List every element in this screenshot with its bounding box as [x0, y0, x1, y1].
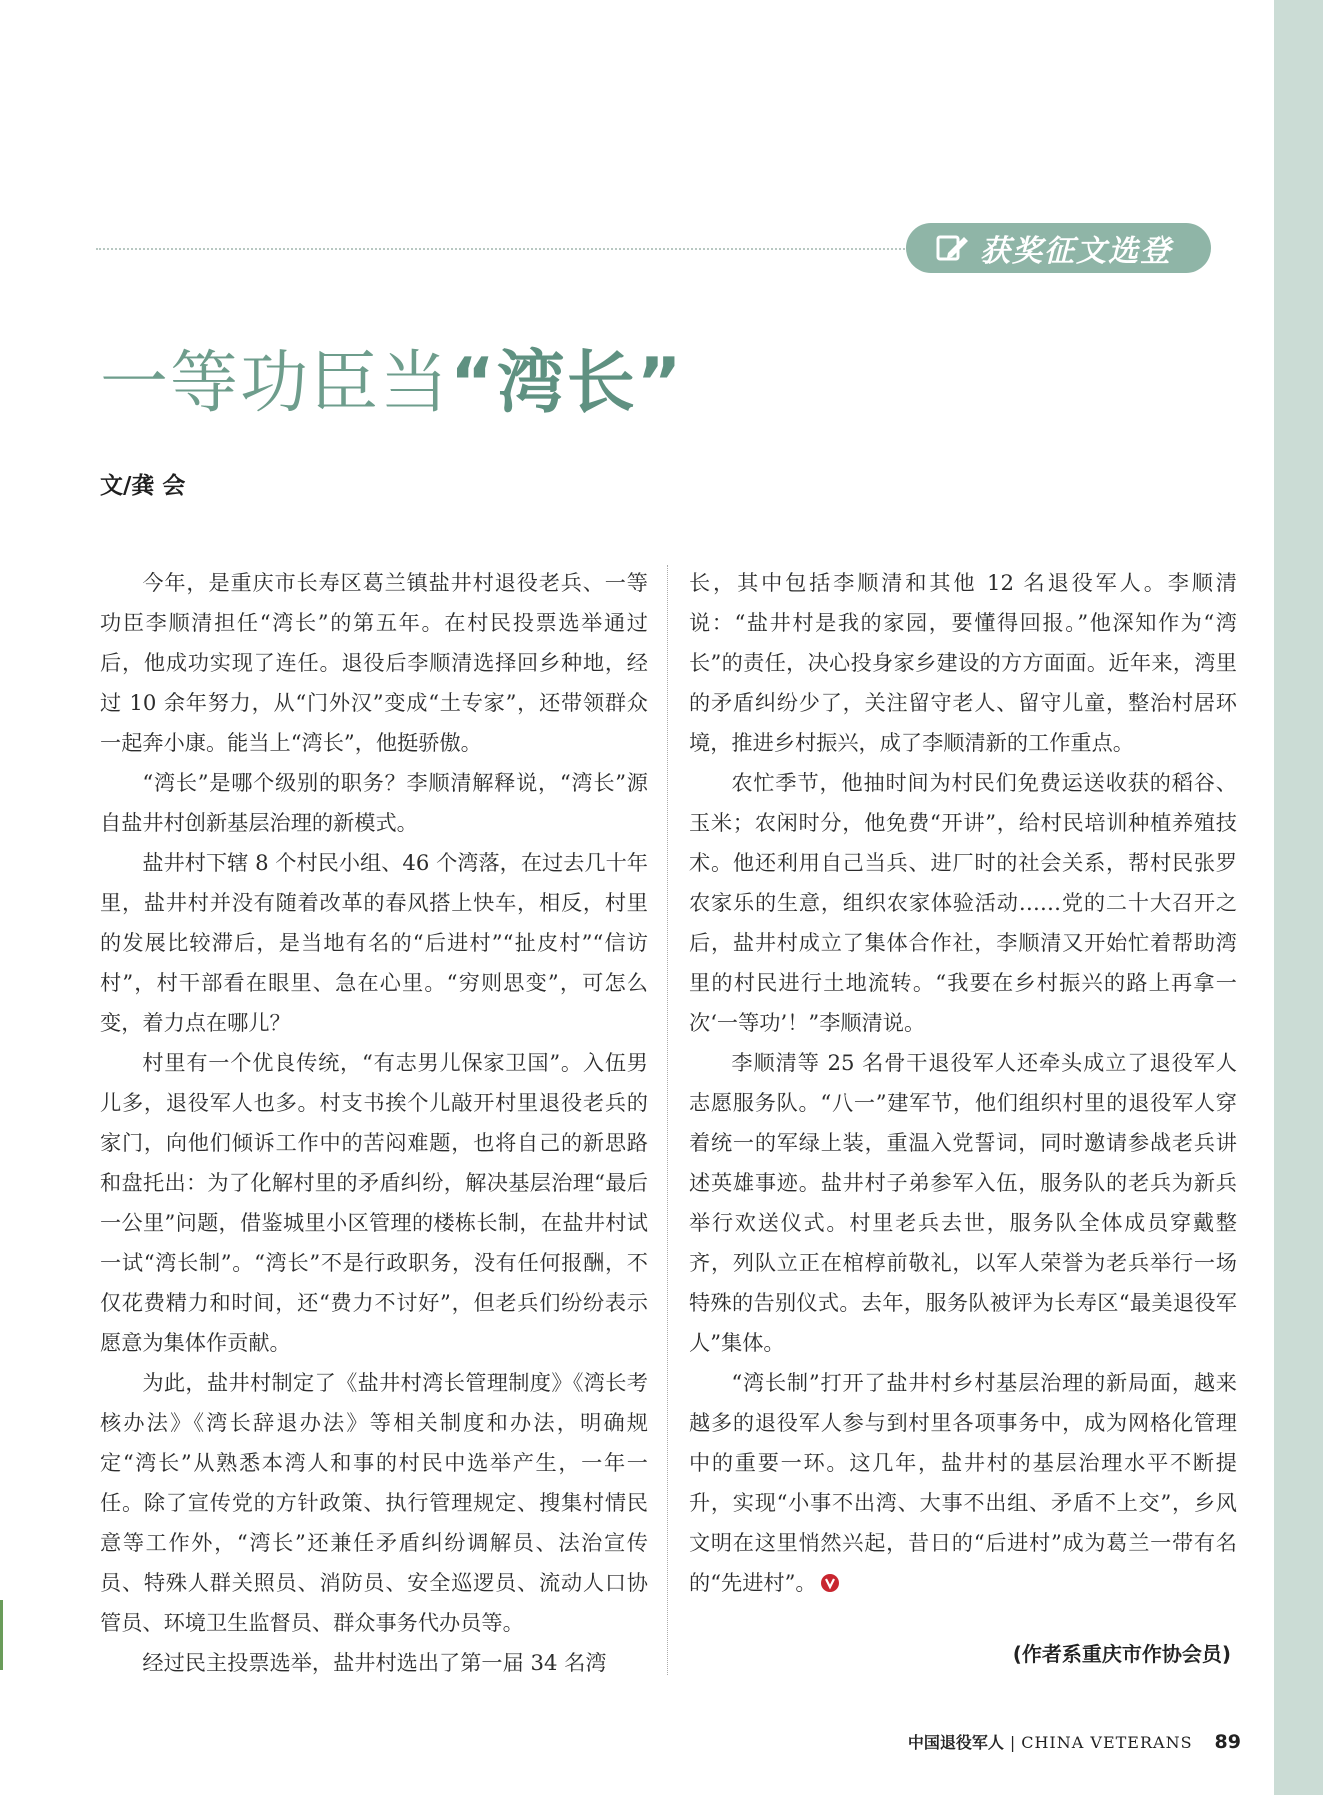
article-paragraph: 农忙季节，他抽时间为村民们免费运送收获的稻谷、玉米；农闲时分，他免费“开讲”，给村民培训种植养殖技术。他还利用自己当兵、进厂时的社会关系，帮村民张罗农家乐的生意，组织农家体验活动……党的二十大召开之后，盐井村成立了集体合作社，李顺清又开始忙着帮助湾里的村民进行土地流转。“我要在乡村振兴的路上再拿一次‘一等功’！”李顺清说。 — [689, 770, 1237, 1035]
footer-separator: | — [1009, 1733, 1016, 1752]
article-paragraph: 为此，盐井村制定了《盐井村湾长管理制度》《湾长考核办法》《湾长辞退办法》等相关制度和办法，明确规定“湾长”从熟悉本湾人和事的村民中选举产生，一年一任。除了宣传党的方针政策、执行管理规定、搜集村情民意等工作外，“湾长”还兼任矛盾纠纷调解员、法治宣传员、特殊人群关照员、消防员、安全巡逻员、流动人口协管员、环境卫生监督员、群众事务代办员等。 — [100, 1370, 648, 1635]
article-paragraph: “湾长制”打开了盐井村乡村基层治理的新局面，越来越多的退役军人参与到村里各项事务中，成为网格化管理中的重要一环。这几年，盐井村的基层治理水平不断提升，实现“小事不出湾、大事不出组、矛盾不上交”，乡风文明在这里悄然兴起，昔日的“后进村”成为葛兰一带有名的“先进村”。 — [689, 1370, 1237, 1595]
pencil-note-icon — [936, 233, 970, 263]
article-paragraph: 长，其中包括李顺清和其他 12 名退役军人。李顺清说：“盐井村是我的家园，要懂得回报。”他深知作为“湾长”的责任，决心投身家乡建设的方方面面。近年来，湾里的矛盾纠纷少了，关注留守老人、留守儿童，整治村居环境，推进乡村振兴，成了李顺清新的工作重点。 — [689, 570, 1237, 755]
section-badge-label: 获奖征文选登 — [980, 234, 1172, 269]
header-dotted-rule — [96, 248, 916, 250]
article-paragraph: 今年，是重庆市长寿区葛兰镇盐井村退役老兵、一等功臣李顺清担任“湾长”的第五年。在村民投票选举通过后，他成功实现了连任。退役后李顺清选择回乡种地，经过 10 余年努力，从“门外汉”变成“土专家”，还带领群众一起奔小康。能当上“湾长”，他挺骄傲。 — [100, 570, 648, 755]
page-edge-mark — [0, 1600, 3, 1670]
v-end-mark-icon — [821, 1574, 839, 1592]
footer-magazine-en: CHINA VETERANS — [1021, 1733, 1193, 1752]
footer-magazine-cn: 中国退役军人 — [907, 1733, 1004, 1752]
article-paragraph: 村里有一个优良传统，“有志男儿保家卫国”。入伍男儿多，退役军人也多。村支书挨个儿敲开村里退役老兵的家门，向他们倾诉工作中的苦闷难题，也将自己的新思路和盘托出：为了化解村里的矛盾纠纷，解决基层治理“最后一公里”问题，借鉴城里小区管理的楼栋长制，在盐井村试一试“湾长制”。“湾长”不是行政职务，没有任何报酬，不仅花费精力和时间，还“费力不讨好”，但老兵们纷纷表示愿意为集体作贡献。 — [100, 1050, 648, 1355]
author-note: (作者系重庆市作协会员) — [1012, 1642, 1231, 1666]
article-title — [100, 344, 684, 423]
article-title-quoted: “湾长” — [450, 344, 684, 423]
article-paragraph: “湾长”是哪个级别的职务？李顺清解释说，“湾长”源自盐井村创新基层治理的新模式。 — [100, 770, 648, 835]
section-badge — [906, 223, 1211, 273]
column-divider — [667, 565, 668, 1675]
page-side-band — [1274, 0, 1323, 1795]
page-number: 89 — [1214, 1731, 1241, 1753]
page-footer — [908, 1730, 1241, 1753]
article-column-left — [100, 563, 648, 1683]
article-byline: 文/龚 会 — [100, 473, 186, 499]
article-paragraph: 盐井村下辖 8 个村民小组、46 个湾落，在过去几十年里，盐井村并没有随着改革的春风搭上快车，相反，村里的发展比较滞后，是当地有名的“后进村”“扯皮村”“信访村”，村干部看在眼里、急在心里。“穷则思变”，可怎么变，着力点在哪儿？ — [100, 850, 648, 1035]
article-column-right — [689, 563, 1237, 1603]
article-paragraph: 李顺清等 25 名骨干退役军人还牵头成立了退役军人志愿服务队。“八一”建军节，他们组织村里的退役军人穿着统一的军绿上装，重温入党誓词，同时邀请参战老兵讲述英雄事迹。盐井村子弟参军入伍，服务队的老兵为新兵举行欢送仪式。村里老兵去世，服务队全体成员穿戴整齐，列队立正在棺椁前敬礼，以军人荣誉为老兵举行一场特殊的告别仪式。去年，服务队被评为长寿区“最美退役军人”集体。 — [689, 1050, 1237, 1355]
article-paragraph: 经过民主投票选举，盐井村选出了第一届 34 名湾 — [142, 1650, 607, 1675]
article-title-main: 一等功臣当 — [100, 344, 451, 423]
